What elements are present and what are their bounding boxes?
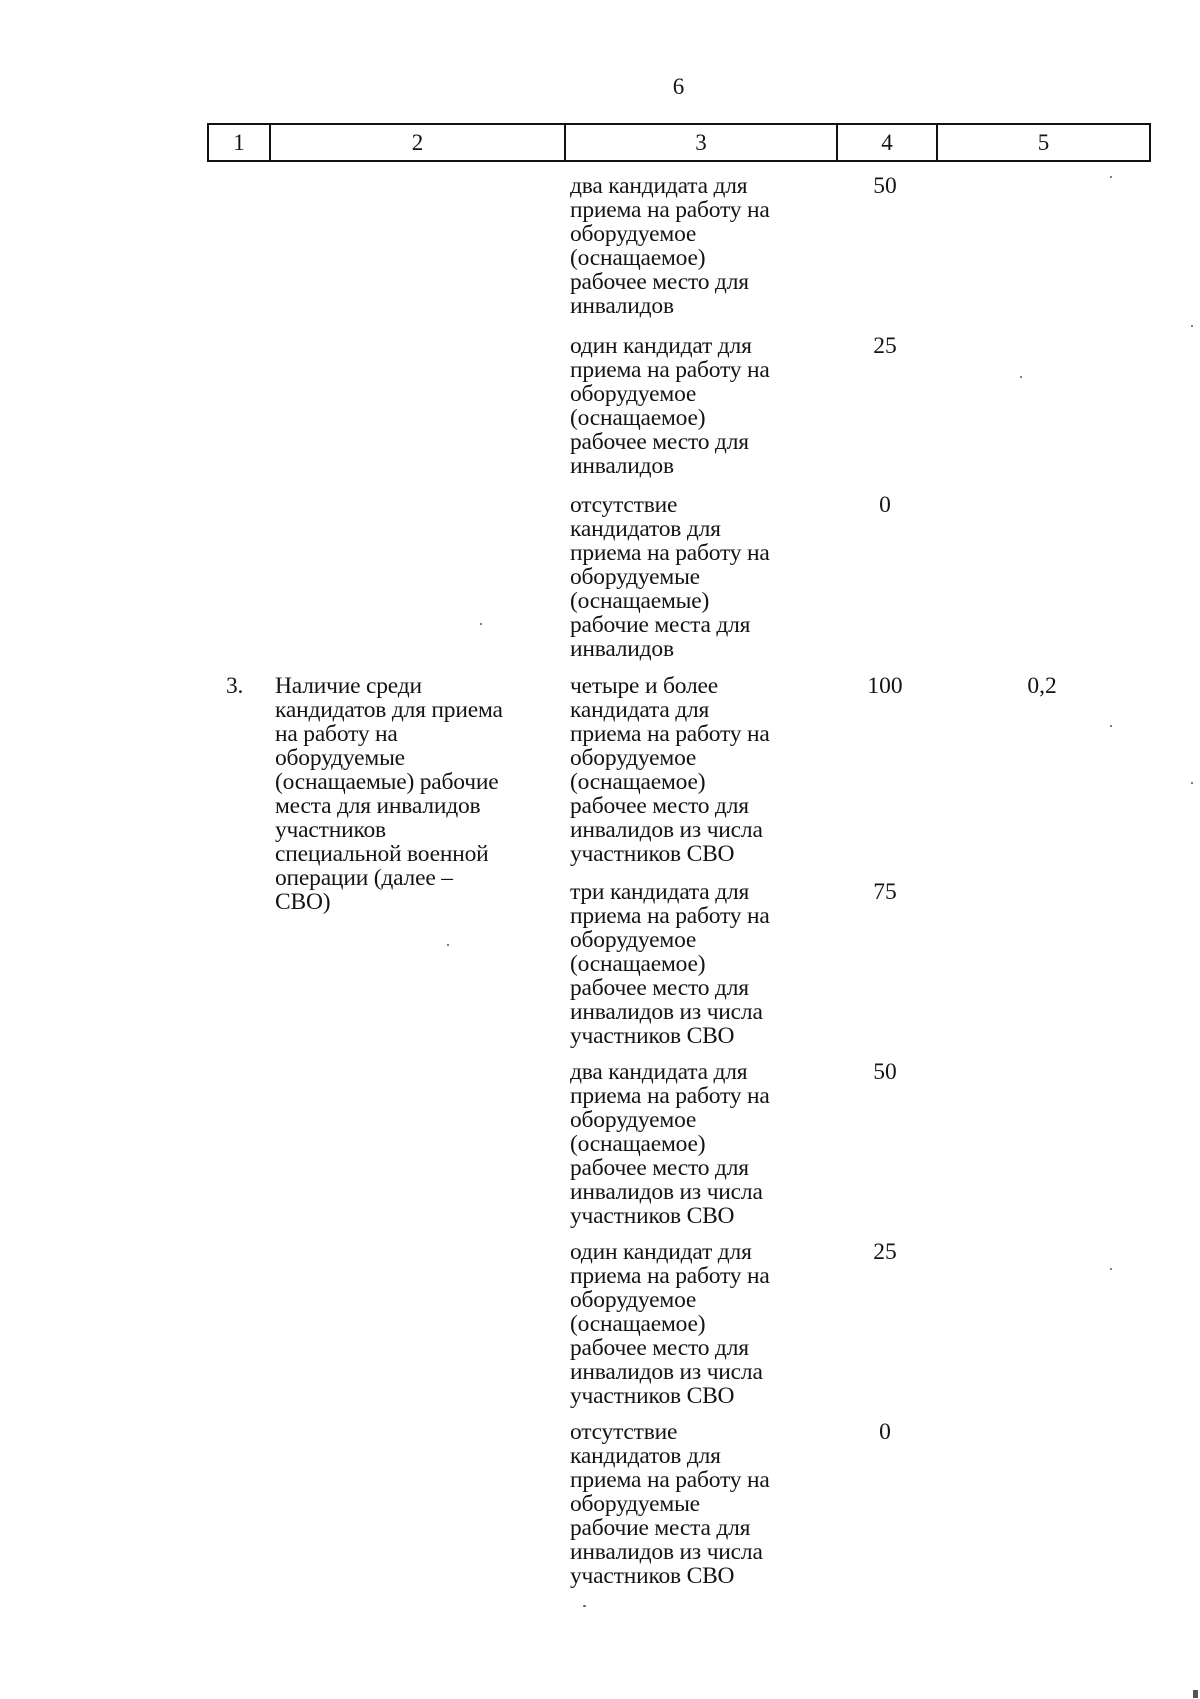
criterion-cont-two-candidates: два кандидата для приема на работу на оборудуемое (оснащаемое) рабочее место для инвалидов — [570, 173, 770, 319]
points-svo-none: 0 — [879, 1419, 891, 1445]
item-3-name: Наличие среди кандидатов для приема на работу на оборудуемые (оснащаемые) рабочие места для инвалидов участников специальной военной операции (далее – СВО) — [275, 673, 503, 915]
criterion-cont-one-candidate: один кандидат для приема на работу на оборудуемое (оснащаемое) рабочее место для инвалидов — [570, 333, 770, 479]
points-svo-four-or-more: 100 — [867, 673, 903, 699]
points-cont-one-candidate: 25 — [873, 333, 897, 359]
criterion-svo-none: отсутствие кандидатов для приема на работу на оборудуемые рабочие места для инвалидов из числа участников СВО — [570, 1419, 770, 1589]
points-svo-two: 50 — [873, 1059, 897, 1085]
scan-speck — [447, 944, 449, 946]
item-3-number: 3. — [226, 673, 244, 699]
table-header-col-3: 3 — [566, 125, 838, 160]
criterion-svo-four-or-more: четыре и более кандидата для приема на работу на оборудуемое (оснащаемое) рабочее место для инвалидов из числа участников СВО — [570, 673, 770, 867]
scan-speck — [1191, 325, 1193, 327]
criterion-svo-three: три кандидата для приема на работу на оборудуемое (оснащаемое) рабочее место для инвалидов из числа участников СВО — [570, 879, 770, 1049]
table-header-col-5: 5 — [1037, 130, 1050, 155]
scan-speck — [583, 1605, 586, 1607]
item-3-weight: 0,2 — [1027, 673, 1057, 699]
scan-speck — [1110, 725, 1112, 727]
scan-speck — [1191, 782, 1193, 784]
table-header-row — [207, 123, 1151, 162]
scan-speck — [1020, 376, 1022, 378]
table-header-col-1: 1 — [209, 125, 271, 160]
scan-speck — [1110, 1268, 1112, 1270]
scan-speck — [480, 623, 482, 625]
points-cont-no-candidates: 0 — [879, 492, 891, 518]
scan-speck — [1110, 176, 1112, 178]
page-number: 6 — [672, 74, 685, 99]
table-header-col-2: 2 — [271, 125, 566, 160]
criterion-svo-one: один кандидат для приема на работу на оборудуемое (оснащаемое) рабочее место для инвалидов из числа участников СВО — [570, 1239, 770, 1409]
points-svo-three: 75 — [873, 879, 897, 905]
table-header-col-4: 4 — [838, 125, 938, 160]
points-cont-two-candidates: 50 — [873, 173, 897, 199]
scan-edge-mark — [1193, 1690, 1198, 1698]
criterion-svo-two: два кандидата для приема на работу на оборудуемое (оснащаемое) рабочее место для инвалидов из числа участников СВО — [570, 1059, 770, 1229]
points-svo-one: 25 — [873, 1239, 897, 1265]
criterion-cont-no-candidates: отсутствие кандидатов для приема на работу на оборудуемые (оснащаемые) рабочие места для инвалидов — [570, 492, 770, 662]
